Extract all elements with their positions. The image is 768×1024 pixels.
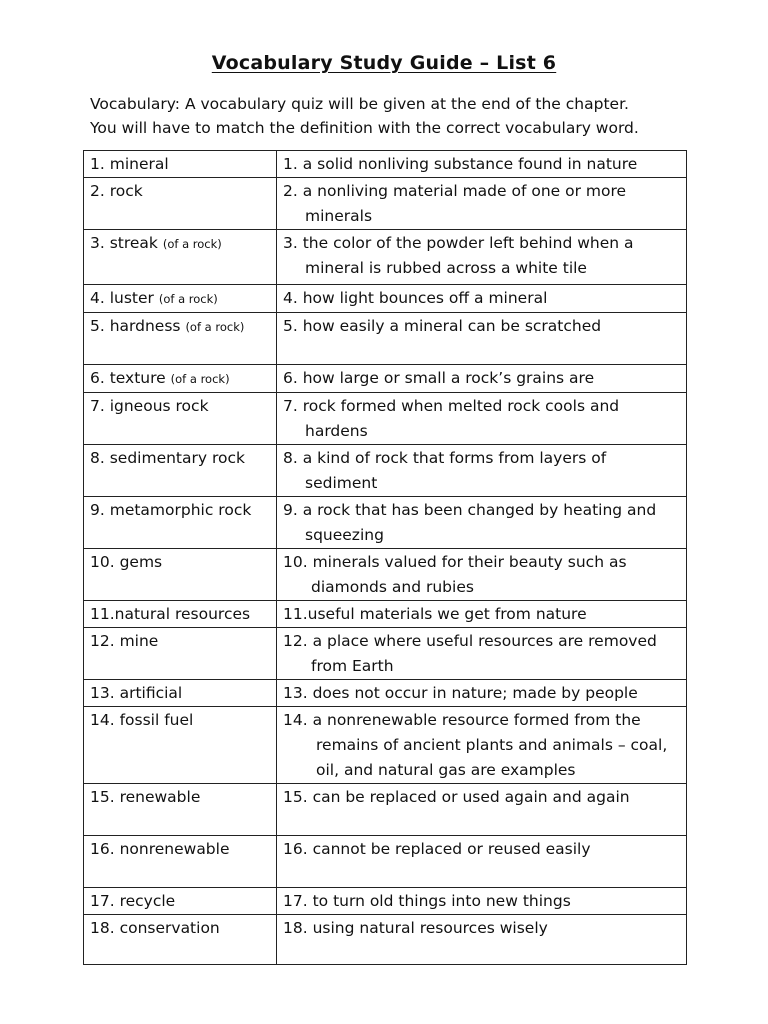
table-row — [84, 784, 687, 836]
term-text: 7. igneous rock — [90, 397, 209, 415]
definition-line: 12. a place where useful resources are removed — [283, 632, 657, 650]
table-row — [84, 178, 687, 230]
intro-line: You will have to match the definition with the correct vocabulary word. — [90, 119, 639, 137]
term-text: 17. recycle — [90, 892, 176, 910]
term-text: 13. artificial — [90, 684, 183, 702]
definition-cell — [277, 497, 687, 549]
page-title: Vocabulary Study Guide – List 6 — [211, 52, 557, 74]
term-text: 2. rock — [90, 182, 143, 200]
definition-line: 7. rock formed when melted rock cools and — [283, 397, 620, 415]
definition-cell — [277, 601, 687, 628]
term-cell — [84, 601, 277, 628]
term-cell — [84, 784, 277, 836]
term-text: 12. mine — [90, 632, 159, 650]
definition-cell — [277, 230, 687, 285]
term-text: 18. conservation — [90, 919, 220, 937]
table-row — [84, 707, 687, 784]
table-row — [84, 836, 687, 888]
definition-cell — [277, 549, 687, 601]
definition-line: hardens — [305, 422, 368, 440]
term-cell — [84, 178, 277, 230]
definition-line: 8. a kind of rock that forms from layers of — [283, 449, 607, 467]
definition-line: 10. minerals valued for their beauty such as — [283, 553, 627, 571]
term-cell — [84, 915, 277, 965]
term-text: 9. metamorphic rock — [90, 501, 252, 519]
table-row — [84, 313, 687, 365]
vocabulary-table — [83, 150, 687, 965]
definition-line: minerals — [305, 207, 373, 225]
table-row — [84, 601, 687, 628]
term-cell — [84, 836, 277, 888]
table-row — [84, 365, 687, 393]
definition-cell — [277, 836, 687, 888]
term-text: 16. nonrenewable — [90, 840, 230, 858]
term-note: (of a rock) — [158, 292, 218, 306]
definition-line: 16. cannot be replaced or reused easily — [283, 840, 591, 858]
definition-line: remains of ancient plants and animals – coal, — [316, 736, 668, 754]
table-row — [84, 230, 687, 285]
term-cell — [84, 888, 277, 915]
term-cell — [84, 393, 277, 445]
definition-cell — [277, 365, 687, 393]
definition-line: mineral is rubbed across a white tile — [305, 259, 587, 277]
table-row — [84, 445, 687, 497]
definition-line: 13. does not occur in nature; made by people — [283, 684, 638, 702]
table-row — [84, 393, 687, 445]
term-cell — [84, 497, 277, 549]
term-text: 1. mineral — [90, 155, 169, 173]
table-row — [84, 151, 687, 178]
table-row — [84, 915, 687, 965]
definition-cell — [277, 178, 687, 230]
definition-cell — [277, 628, 687, 680]
term-text: 8. sedimentary rock — [90, 449, 245, 467]
term-cell — [84, 680, 277, 707]
term-note: (of a rock) — [185, 320, 245, 334]
definition-line: 1. a solid nonliving substance found in nature — [283, 155, 638, 173]
term-cell — [84, 549, 277, 601]
term-text: 6. texture — [90, 369, 166, 387]
term-cell — [84, 445, 277, 497]
definition-cell — [277, 680, 687, 707]
term-note: (of a rock) — [162, 237, 222, 251]
definition-line: 3. the color of the powder left behind when a — [283, 234, 634, 252]
term-cell — [84, 628, 277, 680]
table-row — [84, 285, 687, 313]
term-text: 4. luster — [90, 289, 154, 307]
intro-line: Vocabulary: A vocabulary quiz will be given at the end of the chapter. — [90, 95, 629, 113]
definition-cell — [277, 285, 687, 313]
definition-line: 9. a rock that has been changed by heating and — [283, 501, 657, 519]
definition-line: 18. using natural resources wisely — [283, 919, 548, 937]
definition-cell — [277, 393, 687, 445]
term-cell — [84, 365, 277, 393]
definition-cell — [277, 915, 687, 965]
definition-cell — [277, 313, 687, 365]
definition-cell — [277, 445, 687, 497]
term-text: 5. hardness — [90, 317, 181, 335]
table-row — [84, 549, 687, 601]
definition-line: from Earth — [311, 657, 394, 675]
definition-line: 15. can be replaced or used again and again — [283, 788, 630, 806]
definition-cell — [277, 151, 687, 178]
definition-line: squeezing — [305, 526, 384, 544]
definition-line: 11.useful materials we get from nature — [283, 605, 587, 623]
table-row — [84, 888, 687, 915]
term-text: 11.natural resources — [90, 605, 251, 623]
term-cell — [84, 285, 277, 313]
definition-line: 17. to turn old things into new things — [283, 892, 571, 910]
definition-line: 14. a nonrenewable resource formed from the — [283, 711, 641, 729]
term-note: (of a rock) — [170, 372, 230, 386]
definition-line: sediment — [305, 474, 378, 492]
term-cell — [84, 151, 277, 178]
term-cell — [84, 230, 277, 285]
table-row — [84, 497, 687, 549]
table-row — [84, 680, 687, 707]
definition-cell — [277, 707, 687, 784]
definition-line: 5. how easily a mineral can be scratched — [283, 317, 602, 335]
definition-line: 6. how large or small a rock’s grains are — [283, 369, 595, 387]
definition-cell — [277, 888, 687, 915]
term-text: 3. streak — [90, 234, 158, 252]
term-text: 15. renewable — [90, 788, 201, 806]
intro-text — [90, 92, 710, 140]
definition-line: 4. how light bounces off a mineral — [283, 289, 548, 307]
definition-line: diamonds and rubies — [311, 578, 474, 596]
term-cell — [84, 707, 277, 784]
table-row — [84, 628, 687, 680]
term-cell — [84, 313, 277, 365]
definition-line: oil, and natural gas are examples — [316, 761, 576, 779]
term-text: 14. fossil fuel — [90, 711, 194, 729]
definition-cell — [277, 784, 687, 836]
definition-line: 2. a nonliving material made of one or more — [283, 182, 627, 200]
term-text: 10. gems — [90, 553, 163, 571]
